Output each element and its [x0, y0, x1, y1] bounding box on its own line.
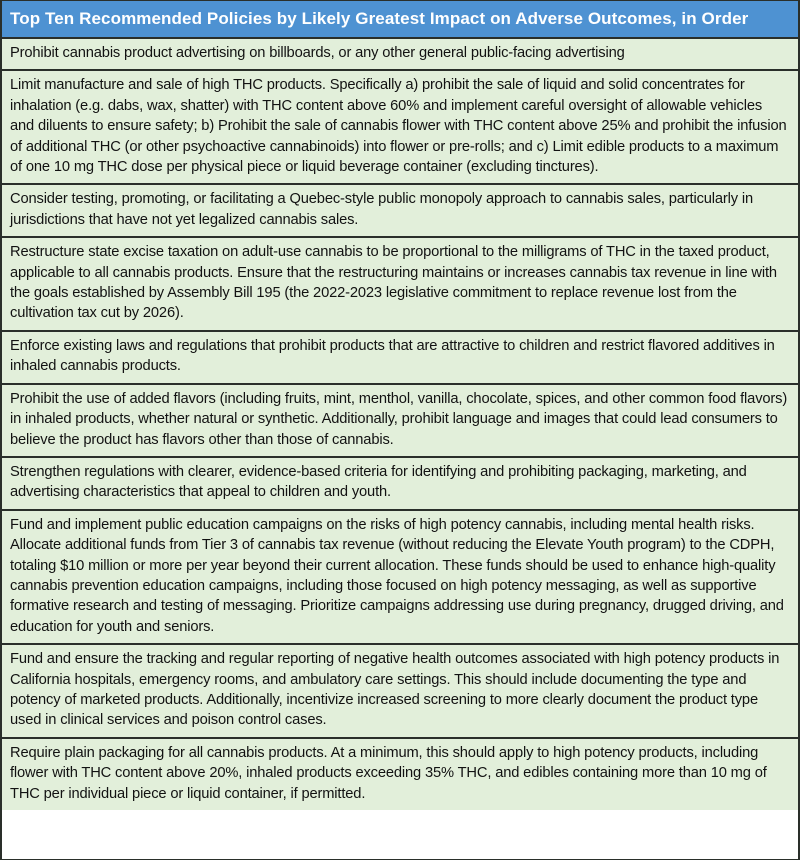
policy-text: Require plain packaging for all cannabis products. At a minimum, this should apply to high potency products, including flower with THC content above 20%, inhaled products exceeding 35% THC, and edibles containing more than 10 mg of THC per individual piece or liquid container, if permitted. [10, 744, 767, 802]
policy-row-9 [2, 643, 798, 737]
policy-row-6 [2, 383, 798, 456]
policy-row-8 [2, 509, 798, 643]
policy-text: Limit manufacture and sale of high THC products. Specifically a) prohibit the sale of liquid and solid concentrates for inhalation (e.g. dabs, wax, shatter) with THC content above 60% and implement careful oversight of allowable vehicles and diluents to ensure safety; b) Prohibit the sale of cannabis flower with THC content above 25% and prohibit the infusion of additional THC (or other psychoactive cannabinoids) into flower or pre-rolls; and c) Limit edible products to a maximum of one 10 mg THC dose per physical piece or liquid beverage container (excluding tinctures). [10, 77, 787, 176]
policy-text: Consider testing, promoting, or facilitating a Quebec-style public monopoly approach to cannabis sales, particularly in jurisdictions that have not yet legalized cannabis sales. [10, 191, 754, 228]
policy-text: Enforce existing laws and regulations that prohibit products that are attractive to children and restrict flavored additives in inhaled cannabis products. [10, 337, 775, 375]
policy-row-3 [2, 183, 798, 236]
policy-row-5 [2, 330, 798, 383]
policy-text: Fund and implement public education campaigns on the risks of high potency cannabis, including mental health risks. Allocate additional funds from Tier 3 of cannabis tax revenue (without reducing the Elevate Youth program) to the CDPH, totaling $10 million or more per year beyond their current allocation. These funds should be used to enhance high-quality cannabis prevention education campaigns, including those focused on high potency messaging, as well as supportive formative research and testing of messaging. Prioritize campaigns addressing use during pregnancy, drugged driving, and education for youth and seniors. [10, 516, 784, 635]
policy-row-7 [2, 456, 798, 509]
table-title: Top Ten Recommended Policies by Likely Greatest Impact on Adverse Outcomes, in Order [2, 1, 798, 37]
policy-row-1 [2, 37, 798, 69]
policy-text: Prohibit cannabis product advertising on billboards, or any other general public-facing advertising [10, 45, 625, 61]
policy-text: Strengthen regulations with clearer, evidence-based criteria for identifying and prohibiting packaging, marketing, and advertising characteristics that appeal to children and youth. [10, 463, 747, 501]
policy-text: Prohibit the use of added flavors (including fruits, mint, menthol, vanilla, chocolate, spices, and other common food flavors) in inhaled products, whether natural or synthetic. Additionally, prohibit language and images that could lead consumers to believe the product has flavors other than those of cannabis. [10, 390, 788, 448]
policy-text: Restructure state excise taxation on adult-use cannabis to be proportional to the milligrams of THC in the taxed product, applicable to all cannabis products. Ensure that the restructuring maintains or increases cannabis tax revenue in line with the goals established by Assembly Bill 195 (the 2022-2023 legislative commitment to replace revenue lost from the cultivation tax cut by 2026). [10, 244, 777, 322]
policy-row-4 [2, 236, 798, 330]
policy-text: Fund and ensure the tracking and regular reporting of negative health outcomes associated with high potency products in California hospitals, emergency rooms, and ambulatory care settings. This should include documenting the type and potency of marketed products. Additionally, incentivize increased screening to more clearly document the product type used in clinical services and poison control cases. [10, 651, 780, 729]
policy-row-2 [2, 69, 798, 183]
policy-row-10 [2, 737, 798, 810]
